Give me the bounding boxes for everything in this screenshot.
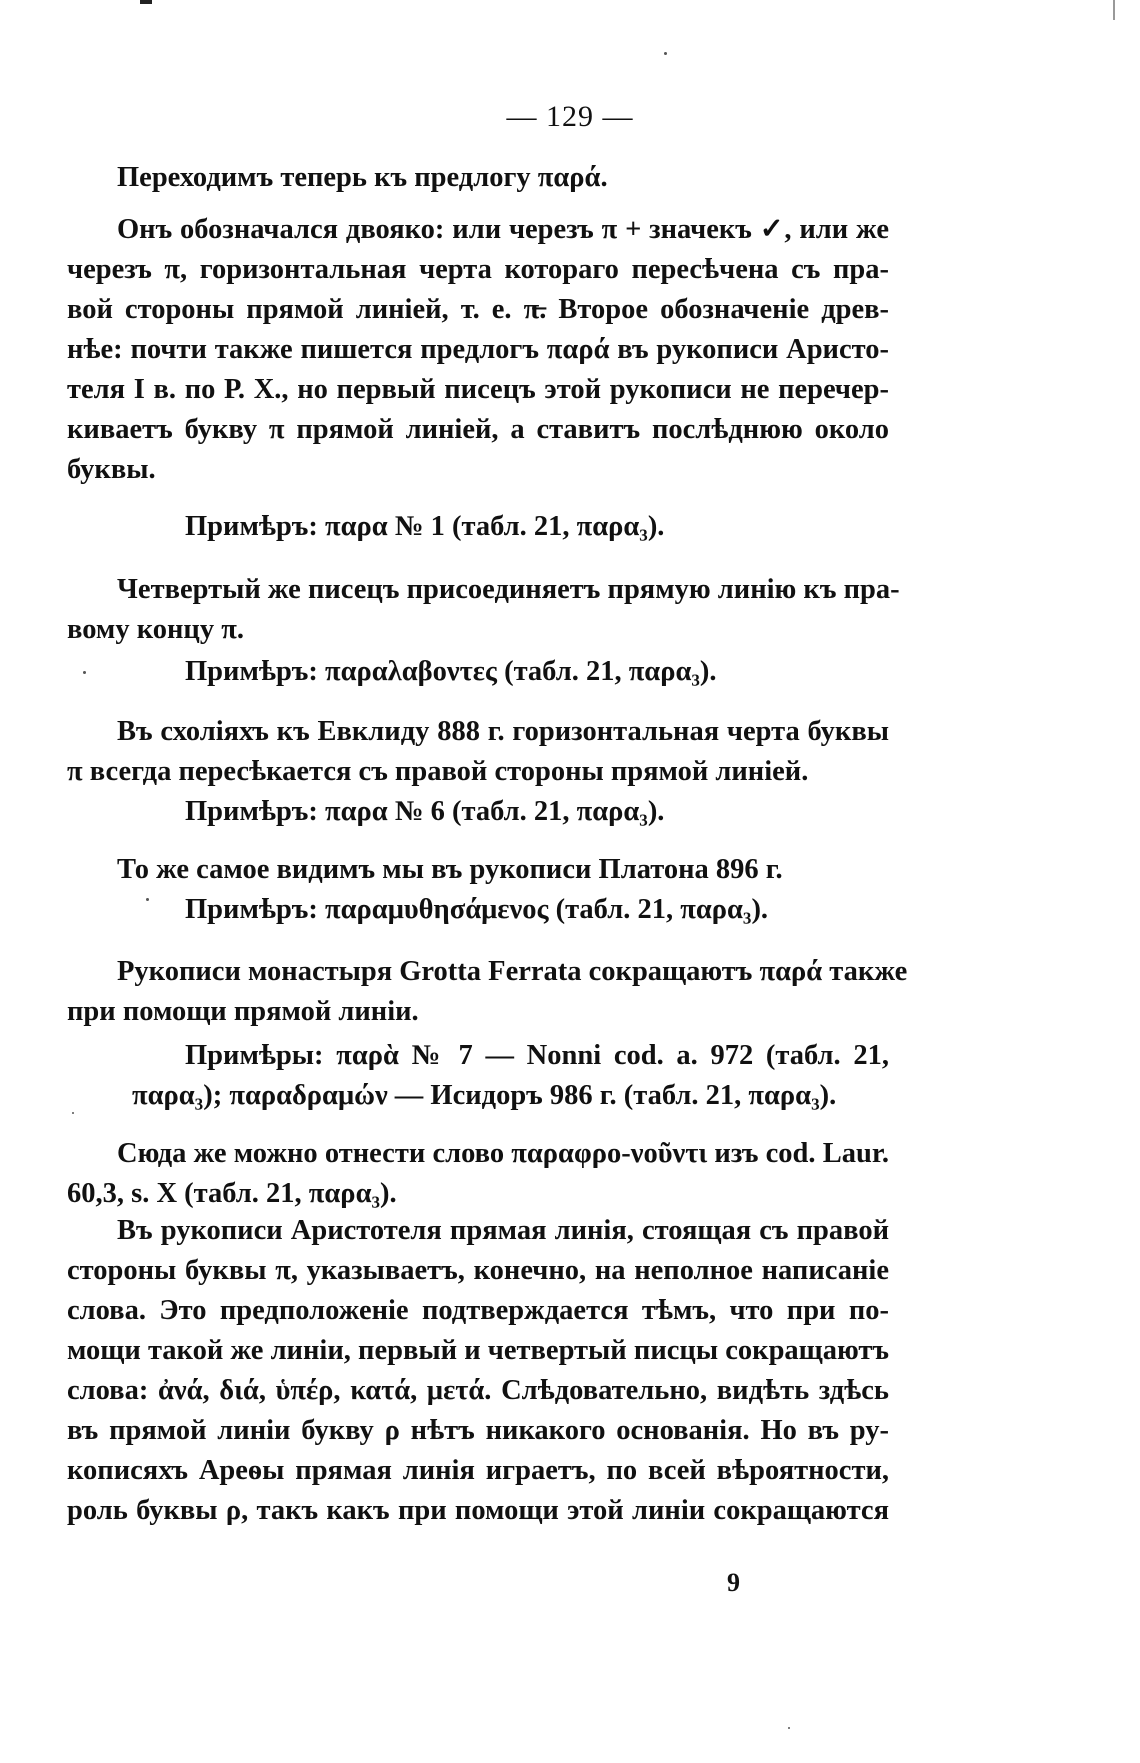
text-line: Въ рукописи Аристотеля прямая линія, стоящая съ правой [117, 1215, 889, 1246]
scan-artifact [140, 0, 152, 4]
text-line: 60,3, s. X (табл. 21, παρα₃). [67, 1178, 397, 1209]
text-line: Рукописи монастыря Grotta Ferrata сокращаютъ παρά также [117, 956, 908, 987]
example-paragraph [67, 890, 889, 930]
scan-speck [788, 1727, 790, 1729]
paragraph [67, 210, 889, 490]
signature-mark: 9 [727, 1568, 740, 1597]
text-line: буквы. [67, 454, 156, 485]
scan-edge [1113, 0, 1115, 20]
text-line: теля I в. по Р. Х., но первый писецъ этой рукописи не перечер- [67, 374, 889, 405]
example-line: Примѣръ: παρα № 6 (табл. 21, παρα₃). [185, 796, 665, 827]
text-line: въ прямой линіи букву ρ нѣтъ никакого основанія. Но въ ру- [67, 1415, 889, 1446]
text-line: То же самое видимъ мы въ рукописи Платона 896 г. [117, 854, 783, 885]
paragraph [67, 158, 889, 198]
text-line: мощи такой же линіи, первый и четвертый писцы сокращаютъ [67, 1335, 889, 1366]
text-line: роль буквы ρ, такъ какъ при помощи этой линіи сокращаются [67, 1495, 889, 1526]
text-line: вому концу π. [67, 614, 244, 645]
scan-speck [83, 671, 86, 674]
text-line: кописяхъ Ареѳы прямая линія играетъ, по всей вѣроятности, [67, 1455, 889, 1486]
paragraph [67, 1211, 889, 1531]
text-line: Переходимъ теперь къ предлогу παρά. [117, 162, 608, 193]
example-paragraph [67, 792, 889, 832]
text-line: киваетъ букву π прямой линіей, а ставитъ послѣднюю около [67, 414, 889, 445]
example-line: Примѣры: παρὰ № 7 — Nonni cod. a. 972 (табл. 21, [185, 1040, 889, 1071]
paragraph [67, 1134, 889, 1214]
text-line: черезъ π, горизонтальная черта котораго пересѣчена съ пра- [67, 254, 889, 285]
text-line: вой стороны прямой линіей, т. е. π̶. Второе обозначеніе древ- [67, 294, 889, 325]
example-paragraph [67, 507, 889, 547]
text-line: стороны буквы π, указываетъ, конечно, на неполное написаніе [67, 1255, 889, 1286]
scan-speck [664, 52, 667, 55]
example-line: Примѣръ: παρα № 1 (табл. 21, παρα₃). [185, 511, 665, 542]
text-line: при помощи прямой линіи. [67, 996, 419, 1027]
example-line: Примѣръ: παραλαβοντες (табл. 21, παρα₃). [185, 656, 717, 687]
text-line: Сюда же можно отнести слово παραφρο-νοῦντι изъ cod. Laur. [117, 1138, 889, 1169]
scan-speck [146, 898, 149, 901]
example-paragraph [67, 1036, 889, 1116]
paragraph [67, 712, 889, 792]
text-line: Въ схоліяхъ къ Евклиду 888 г. горизонтальная черта буквы [117, 716, 889, 747]
example-line: Примѣръ: παραμυθησάμενος (табл. 21, παρα₃). [185, 894, 769, 925]
paragraph [67, 570, 900, 650]
paragraph [67, 850, 889, 890]
text-line: слова: ἀνά, διά, ὑπέρ, κατά, μετά. Слѣдовательно, видѣть здѣсь [67, 1375, 889, 1406]
page-number: — 129 — [506, 100, 634, 133]
scan-speck [72, 1112, 74, 1114]
text-line: нѣе: почти также пишется предлогъ παρά въ рукописи Аристо- [67, 334, 889, 365]
example-paragraph [67, 652, 889, 692]
text-line: слова. Это предположеніе подтверждается тѣмъ, что при по- [67, 1295, 889, 1326]
paragraph [67, 952, 908, 1032]
text-line: π всегда пересѣкается съ правой стороны прямой линіей. [67, 756, 809, 787]
text-line: Онъ обозначался двояко: или черезъ π + значекъ ✓, или же [117, 214, 889, 245]
example-line: παρα₃); παραδραμών — Исидоръ 986 г. (табл. 21, παρα₃). [132, 1080, 837, 1111]
text-line: Четвертый же писецъ присоединяетъ прямую линію къ пра- [117, 574, 900, 605]
